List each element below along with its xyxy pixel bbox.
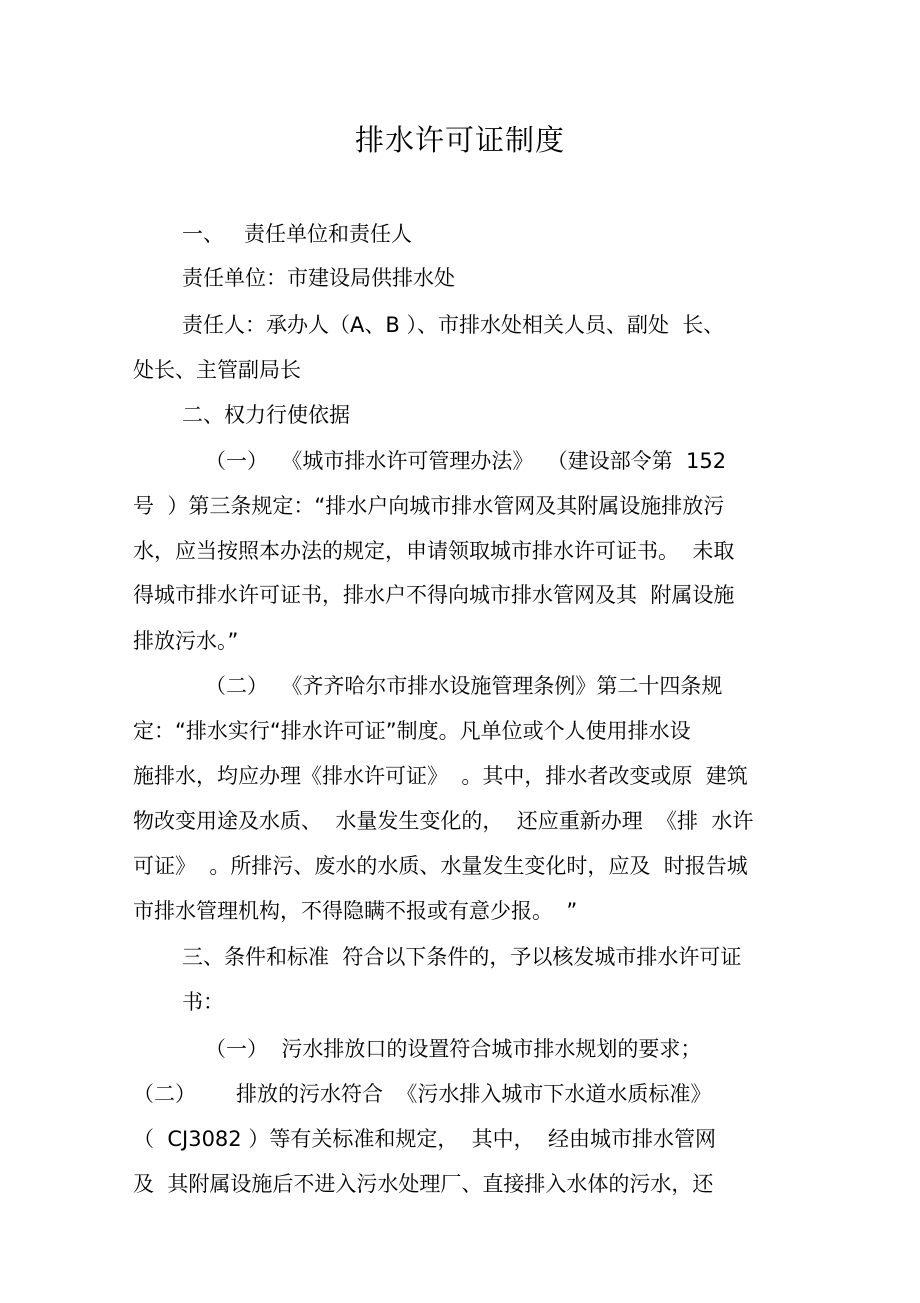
clause-2-2-line-1: （二） 《齐齐哈尔市排水设施管理条例》第二十四条规 bbox=[205, 674, 723, 698]
responsible-person-line-1: 责任人：承办人（A、B ）、市排水处相关人员、副处 长、 bbox=[182, 313, 725, 337]
document-title: 排水许可证制度 bbox=[354, 123, 565, 157]
clause-2-2-line-2: 定：“排水实行“排水许可证”制度。凡单位或个人使用排水设 bbox=[133, 719, 691, 743]
clause-2-1-line-2: 号 ）第三条规定：“排水户向城市排水管网及其附属设施排放污 bbox=[133, 494, 725, 518]
clause-2-1-line-5: 排放污水。” bbox=[133, 629, 239, 653]
clause-2-2-line-5: 可证》 。所排污、废水的水质、水量发生变化时，应及 时报告城 bbox=[133, 854, 748, 878]
responsible-person-line-2: 处长、主管副局长 bbox=[133, 358, 301, 382]
condition-2-line-1: （二） 排放的污水符合 《污水排入城市下水道水质标准》 bbox=[133, 1082, 712, 1106]
clause-2-1-line-4: 得城市排水许可证书，排水户不得向城市排水管网及其 附属设施 bbox=[133, 583, 735, 607]
condition-2-line-3: 及 其附属设施后不进入污水处理厂、直接排入水体的污水，还 bbox=[133, 1172, 714, 1196]
clause-2-2-line-4: 物改变用途及水质、 水量发生变化的， 还应重新办理 《排 水许 bbox=[133, 809, 754, 833]
section-3-heading-line-1: 三、条件和标准 符合以下条件的，予以核发城市排水许可证 bbox=[182, 945, 742, 969]
responsible-unit: 责任单位：市建设局供排水处 bbox=[182, 266, 455, 290]
condition-1: （一） 污水排放口的设置符合城市排水规划的要求； bbox=[205, 1037, 702, 1061]
clause-2-2-line-3: 施排水，均应办理《排水许可证》 。其中，排水者改变或原 建筑 bbox=[133, 764, 748, 788]
section-1-heading: 一、 责任单位和责任人 bbox=[182, 222, 413, 246]
section-2-heading: 二、权力行使依据 bbox=[182, 403, 350, 427]
clause-2-1-line-1: （一） 《城市排水许可管理办法》 （建设部令第 152 bbox=[205, 449, 727, 473]
section-3-heading-line-2: 书： bbox=[182, 990, 224, 1014]
clause-2-2-line-6: 市排水管理机构，不得隐瞒不报或有意少报。 ” bbox=[133, 899, 578, 923]
condition-2-line-2: （ CJ3082 ）等有关标准和规定， 其中， 经由城市排水管网 bbox=[133, 1127, 717, 1151]
clause-2-1-line-3: 水，应当按照本办法的规定，申请领取城市排水许可证书。 未取 bbox=[133, 539, 735, 563]
